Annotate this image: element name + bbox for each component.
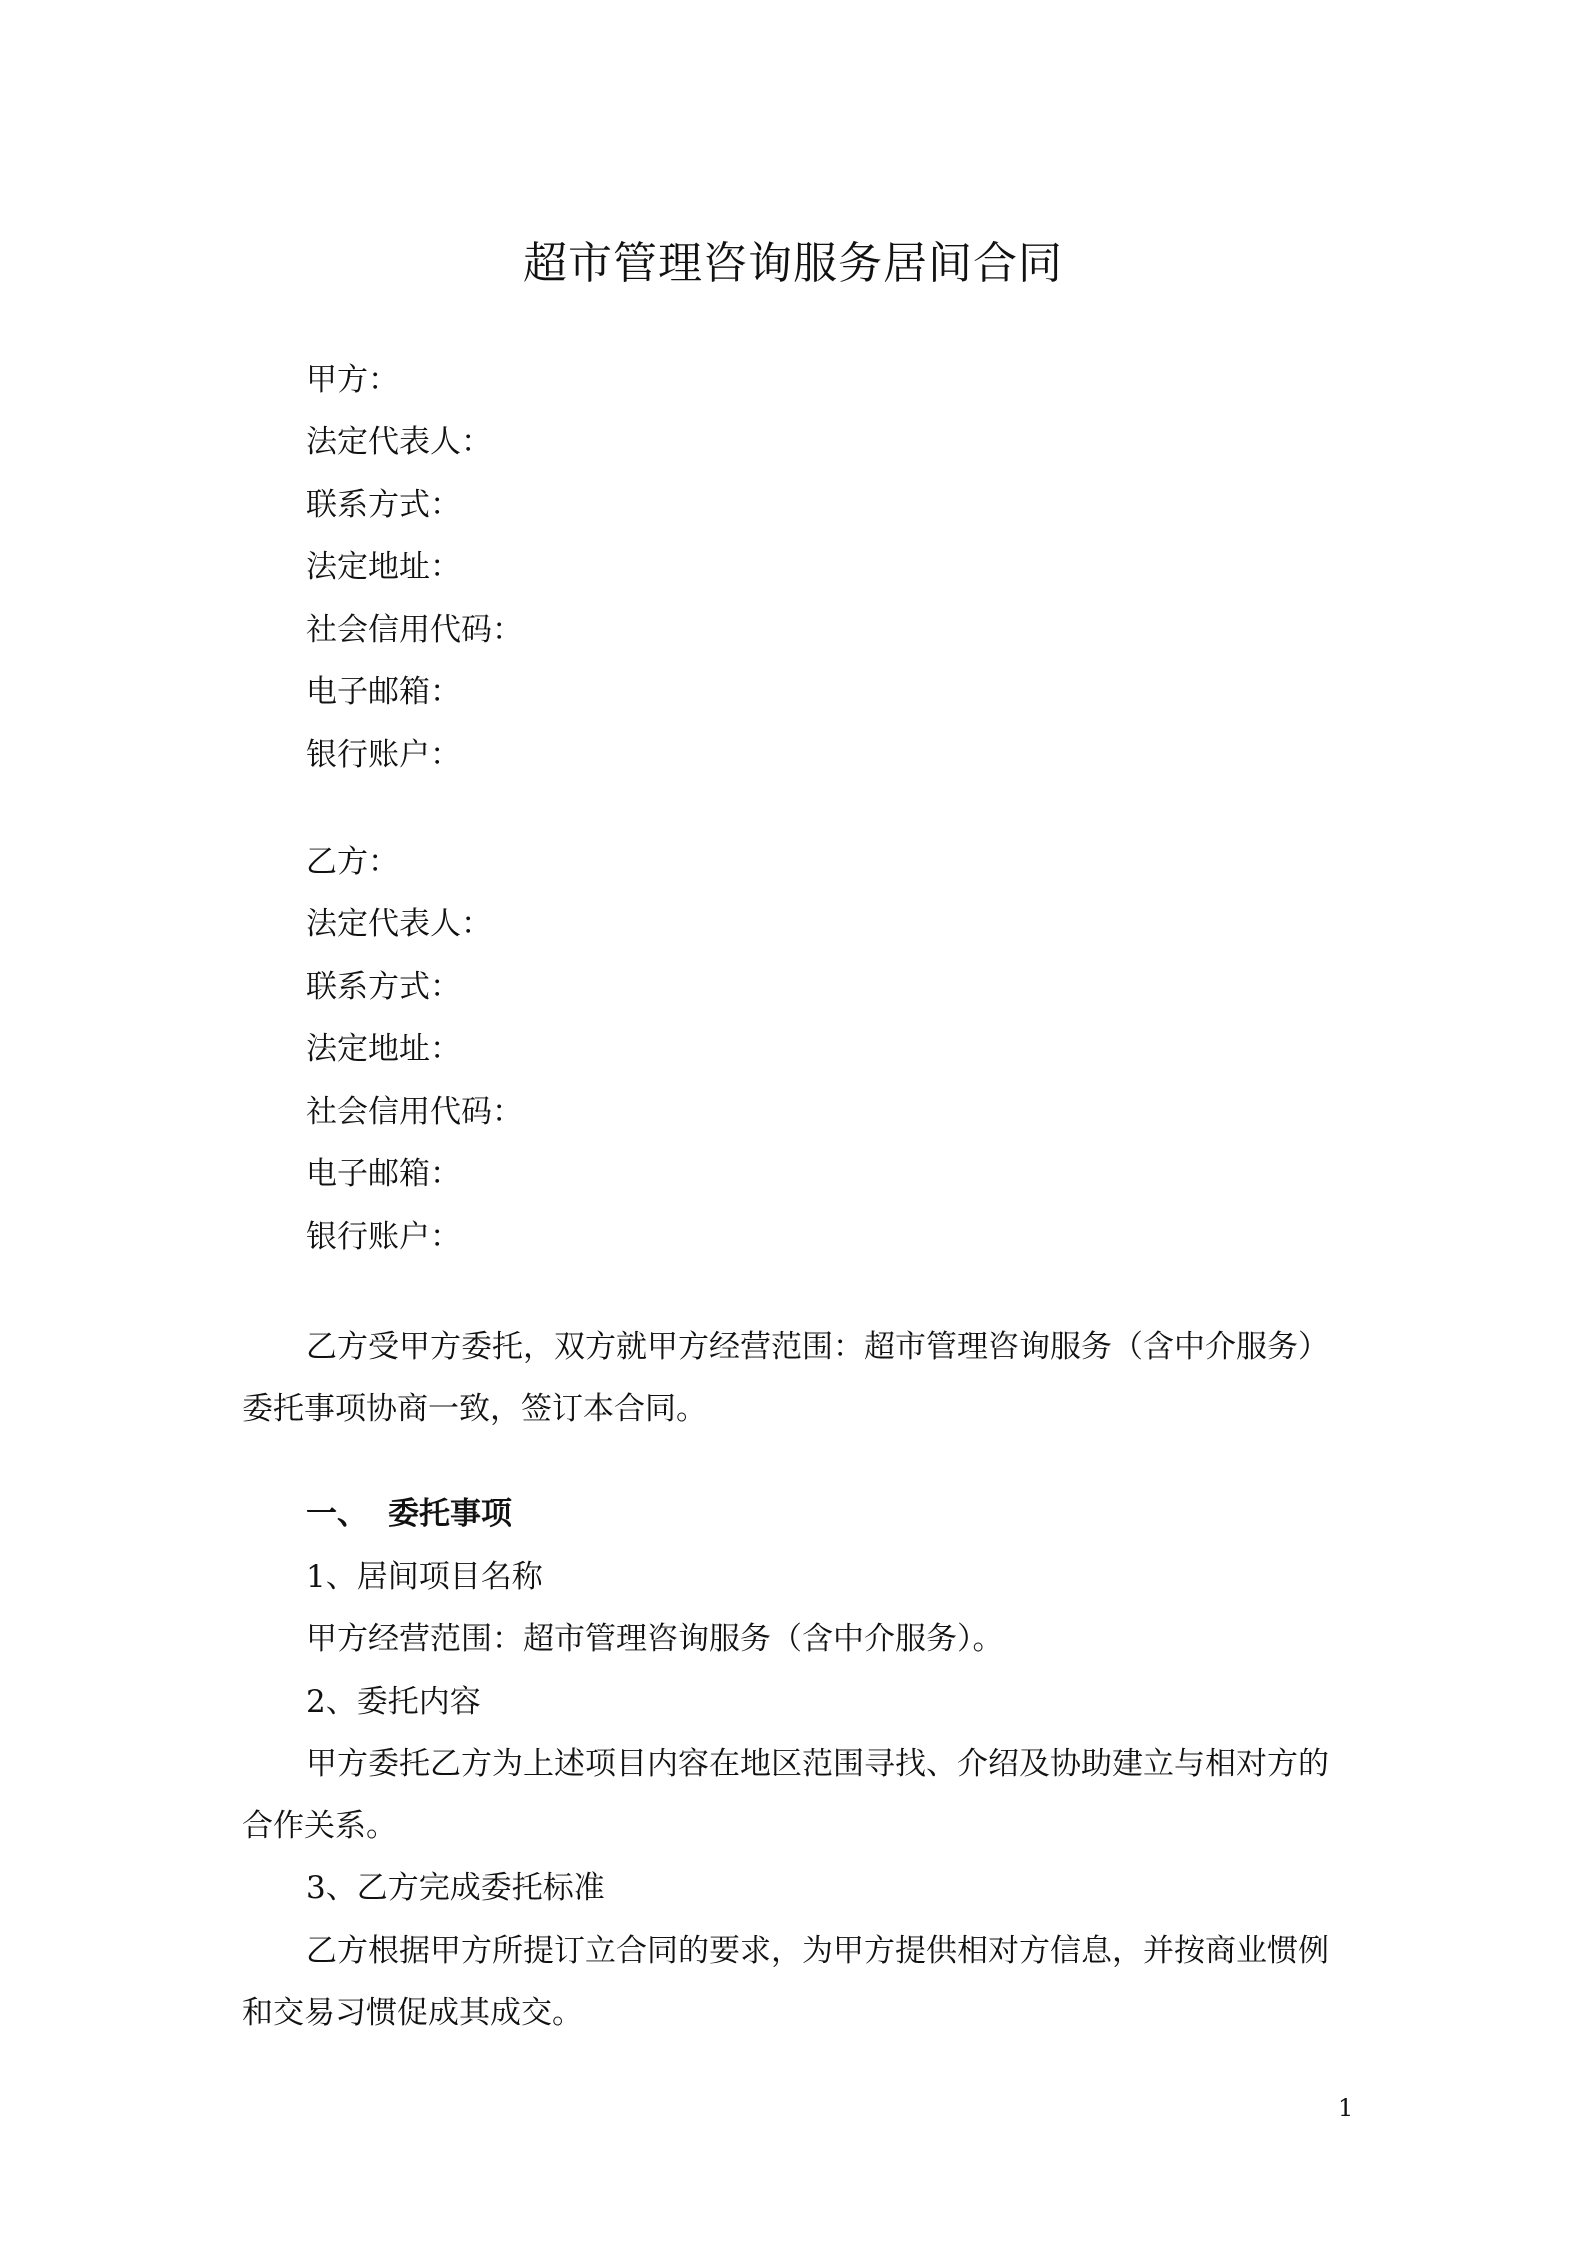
section-1-heading xyxy=(306,1492,512,1536)
party-b-address: 法定地址： xyxy=(306,1031,461,1067)
party-b-label: 乙方： xyxy=(306,844,399,880)
item-3-title: 3、乙方完成委托标准 xyxy=(306,1870,605,1906)
party-a-legal-rep: 法定代表人： xyxy=(306,424,492,460)
party-a-label: 甲方： xyxy=(306,362,399,398)
party-b-credit-code: 社会信用代码： xyxy=(306,1094,523,1130)
party-b-bank-account: 银行账户： xyxy=(306,1219,461,1255)
item-2-text: 甲方委托乙方为上述项目内容在地区范围寻找、介绍及协助建立与相对方的合作关系。 xyxy=(242,1746,1329,1844)
document-title: 超市管理咨询服务居间合同 xyxy=(523,238,1063,289)
party-b-contact: 联系方式： xyxy=(306,969,461,1005)
item-1-title: 1、居间项目名称 xyxy=(306,1559,543,1595)
party-b-email: 电子邮箱： xyxy=(306,1156,461,1192)
party-b-legal-rep: 法定代表人： xyxy=(306,906,492,942)
party-a-bank-account: 银行账户： xyxy=(306,737,461,773)
item-2-title: 2、委托内容 xyxy=(306,1684,481,1720)
party-a-email: 电子邮箱： xyxy=(306,674,461,710)
party-a-credit-code: 社会信用代码： xyxy=(306,612,523,648)
party-a-address: 法定地址： xyxy=(306,549,461,585)
party-a-contact: 联系方式： xyxy=(306,487,461,523)
item-3-text: 乙方根据甲方所提订立合同的要求，为甲方提供相对方信息，并按商业惯例和交易习惯促成其成交。 xyxy=(242,1933,1329,2031)
section-1-number: 一、 xyxy=(306,1496,368,1532)
item-1-text: 甲方经营范围：超市管理咨询服务（含中介服务）。 xyxy=(306,1621,1004,1657)
intro-paragraph: 乙方受甲方委托，双方就甲方经营范围：超市管理咨询服务（含中介服务）委托事项协商一致，签订本合同。 xyxy=(242,1329,1329,1427)
section-1-title: 委托事项 xyxy=(388,1496,512,1532)
page-number: 1 xyxy=(1338,2094,1354,2122)
